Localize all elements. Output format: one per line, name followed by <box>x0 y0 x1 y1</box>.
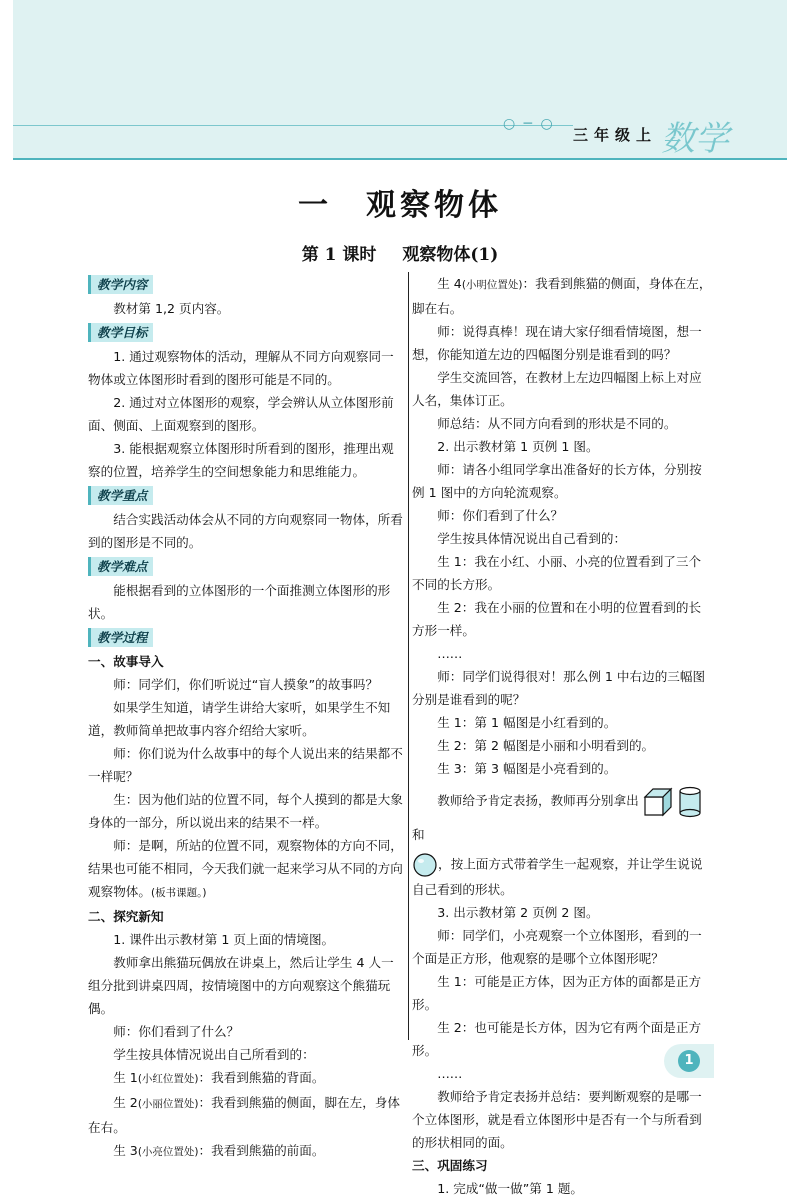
shapes-text: 和 <box>412 827 425 842</box>
speaker: 生 2 <box>113 1095 138 1110</box>
goal-item: 3. 能根据观察立体图形时所看到的图形，推理出观察的位置，培养学生的空间想象能力和思维能力。 <box>88 441 394 479</box>
header-decoration: ○ ─ ○ <box>503 116 555 132</box>
body-para: 师：你们看到了什么？ <box>437 508 564 523</box>
speaker: 生 3 <box>113 1143 138 1158</box>
shapes-text: ，按上面方式带着学生一起观察，并让学生说说自己看到的形状。 <box>412 856 703 897</box>
body-para: 学生交流回答，在教材上左边四幅图上标上对应人名，集体订正。 <box>412 370 702 408</box>
tag-content: 教学内容 <box>88 275 153 294</box>
answer-text: ：我看到熊猫的背面。 <box>198 1070 325 1085</box>
explore-para: 1. 课件出示教材第 1 页上面的情境图。 <box>113 932 335 947</box>
position-note: (小红位置处) <box>137 1073 199 1085</box>
page-number: 1 <box>678 1050 700 1072</box>
body-para: 生 1：第 1 幅图是小红看到的。 <box>437 715 617 730</box>
body-para: 师：同学们说得很对！那么例 1 中右边的三幅图分别是谁看到的呢？ <box>412 669 706 707</box>
board-note: (板书课题。) <box>150 887 207 899</box>
left-column <box>88 272 406 1164</box>
position-note: (小丽位置处) <box>137 1098 199 1110</box>
body-para: 生 2：我在小丽的位置和在小明的位置看到的长方形一样。 <box>412 600 702 638</box>
goal-item: 1. 通过观察物体的活动，理解从不同方向观察同一物体或立体图形时看到的图形可能是不同的。 <box>88 349 394 387</box>
speaker: 生 1 <box>113 1070 138 1085</box>
content-text: 教材第 1,2 页内容。 <box>113 301 230 316</box>
shapes-text: 教师给予肯定表扬，教师再分别拿出 <box>437 793 639 808</box>
position-note: (小明位置处) <box>461 279 523 291</box>
lesson-name: 观察物体(1) <box>402 245 499 265</box>
tag-goals: 教学目标 <box>88 323 153 342</box>
body-para: 3. 出示教材第 2 页例 2 图。 <box>437 905 599 920</box>
header-rule <box>13 125 573 126</box>
student-answer <box>88 1066 406 1091</box>
speaker: 生 4 <box>437 276 462 291</box>
chapter-title: 一 观察物体 <box>298 188 502 223</box>
story-text: 师：是啊，所站的位置不同，观察物体的方向不同，结果也可能不相同，今天我们就一起来学习从不同的方向观察物体。 <box>88 838 403 899</box>
lesson-title <box>0 240 800 265</box>
story-para: 师：同学们，你们听说过“盲人摸象”的故事吗？ <box>113 677 379 692</box>
answer-text: ：我看到熊猫的前面。 <box>198 1143 325 1158</box>
body-para: 师总结：从不同方向看到的形状是不同的。 <box>437 416 677 431</box>
body-para: 生 1：可能是正方体，因为正方体的面都是正方形。 <box>412 974 702 1012</box>
story-para <box>88 834 406 905</box>
explore-para: 教师拿出熊猫玩偶放在讲桌上，然后让学生 4 人一组分批到讲桌四周，按情境图中的方向观察这个熊猫玩偶。 <box>88 955 394 1016</box>
column-divider <box>408 272 409 1040</box>
tag-key: 教学重点 <box>88 486 153 505</box>
body-para: 师：说得真棒！现在请大家仔细看情境图，想一想，你能知道左边的四幅图分别是谁看到的吗？ <box>412 324 702 362</box>
grade-label: 三年级上 <box>573 126 658 144</box>
explore-para: 学生按具体情况说出自己所看到的： <box>113 1047 315 1062</box>
page-number-tab <box>664 1044 714 1078</box>
section-heading: 二、探究新知 <box>88 909 164 924</box>
cylinder-icon <box>677 786 703 818</box>
section-heading: 一、故事导入 <box>88 654 164 669</box>
shapes-para-cont <box>412 852 712 901</box>
story-para: 如果学生知道，请学生讲给大家听，如果学生不知道，教师简单把故事内容介绍给大家听。 <box>88 700 391 738</box>
goal-item: 2. 通过对立体图形的观察，学会辨认从立体图形前面、侧面、上面观察到的图形。 <box>88 395 394 433</box>
body-para: 生 2：也可能是长方体，因为它有两个面是正方形。 <box>412 1020 702 1058</box>
student-answer <box>88 1091 406 1139</box>
header-banner <box>13 0 787 160</box>
tag-process: 教学过程 <box>88 628 153 647</box>
shapes-para <box>412 784 712 852</box>
body-para: 学生按具体情况说出自己看到的： <box>437 531 627 546</box>
student-answer <box>88 1139 406 1164</box>
story-para: 生：因为他们站的位置不同，每个人摸到的都是大象身体的一部分，所以说出来的结果不一样。 <box>88 792 403 830</box>
answer-text: ：我看到熊猫的侧面，身体在左，脚在右。 <box>412 276 712 316</box>
body-para: 生 3：第 3 幅图是小亮看到的。 <box>437 761 617 776</box>
answer-text: ：我看到熊猫的侧面，脚在左，身体在右。 <box>88 1095 401 1135</box>
body-para: …… <box>437 646 463 661</box>
practice-item: 1. 完成“做一做”第 1 题。 <box>437 1181 584 1196</box>
body-para: 2. 出示教材第 1 页例 1 图。 <box>437 439 599 454</box>
section-heading: 三、巩固练习 <box>412 1158 488 1173</box>
cube-icon <box>643 787 673 817</box>
position-note: (小亮位置处) <box>137 1146 199 1158</box>
body-para: …… <box>437 1066 463 1081</box>
lesson-label: 第 1 课时 <box>301 245 377 265</box>
body-para: 生 1：我在小红、小丽、小亮的位置看到了三个不同的长方形。 <box>412 554 702 592</box>
student-answer <box>412 272 712 320</box>
difficulty-text: 能根据看到的立体图形的一个面推测立体图形的形状。 <box>88 583 391 621</box>
key-text: 结合实践活动体会从不同的方向观察同一物体，所看到的图形是不同的。 <box>88 512 403 550</box>
body-para: 师：同学们，小亮观察一个立体图形，看到的一个面是正方形，他观察的是哪个立体图形呢？ <box>412 928 702 966</box>
sphere-icon <box>412 852 438 878</box>
explore-para: 师：你们看到了什么？ <box>113 1024 240 1039</box>
body-para: 教师给予肯定表扬并总结：要判断观察的是哪一个立体图形，就是看立体图形中是否有一个与所看到的形状相同的面。 <box>412 1089 702 1150</box>
story-para: 师：你们说为什么故事中的每个人说出来的结果都不一样呢？ <box>88 746 403 784</box>
tag-difficulty: 教学难点 <box>88 557 153 576</box>
body-para: 师：请各小组同学拿出准备好的长方体，分别按例 1 图中的方向轮流观察。 <box>412 462 702 500</box>
subject-logo: 数学 <box>661 119 729 159</box>
body-para: 生 2：第 2 幅图是小丽和小明看到的。 <box>437 738 655 753</box>
